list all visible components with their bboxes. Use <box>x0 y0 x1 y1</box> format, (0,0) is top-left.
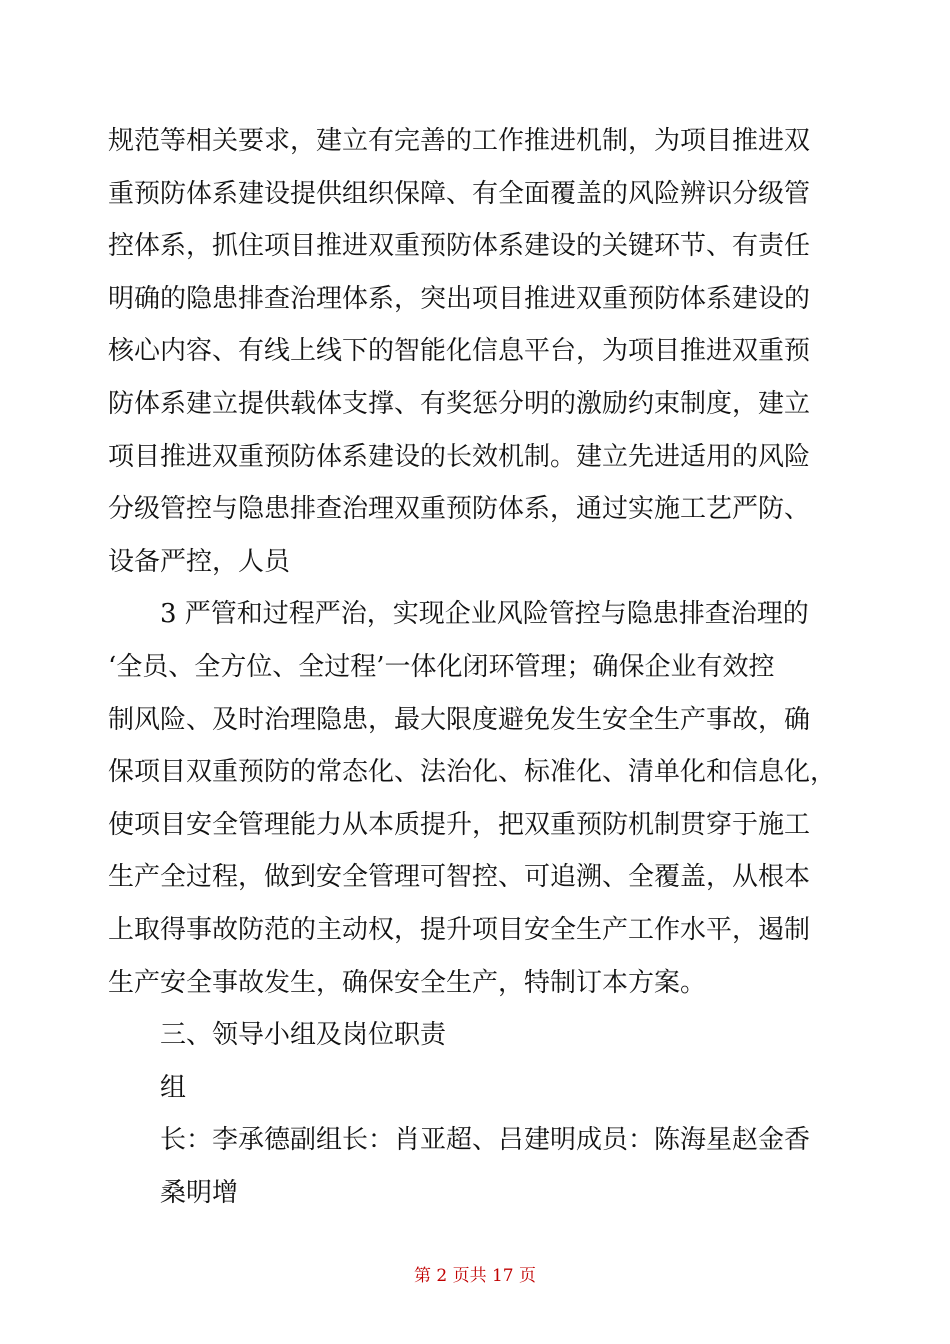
text-line: 保项目双重预防的常态化、法治化、标准化、清单化和信息化， <box>108 757 837 788</box>
text-line: 生产安全事故发生，确保安全生产，特制订本方案。 <box>108 967 707 998</box>
document-body <box>108 115 843 1219</box>
text-line: 使项目安全管理能力从本质提升，把双重预防机制贯穿于施工 <box>108 809 811 840</box>
text-line: 规范等相关要求，建立有完善的工作推进机制，为项目推进双 <box>108 126 811 156</box>
text-line: 防体系建立提供载体支撑、有奖惩分明的激励约束制度，建立 <box>108 388 811 419</box>
text-line: 项目推进双重预防体系建设的长效机制。建立先进适用的风险 <box>108 441 811 472</box>
text-line: 重预防体系建设提供组织保障、有全面覆盖的风险辨识分级管 <box>108 178 811 209</box>
text-line: 长：李承德副组长：肖亚超、吕建明成员：陈海星赵金香 <box>160 1125 811 1156</box>
text-line: 控体系，抓住项目推进双重预防体系建设的关键环节、有责任 <box>108 231 811 262</box>
text-line: ‘全员、全方位、全过程’一体化闭环管理；确保企业有效控 <box>108 651 775 682</box>
page-number-footer: 第 2 页共 17 页 <box>413 1266 537 1286</box>
text-line: 分级管控与隐患排查治理双重预防体系，通过实施工艺严防、 <box>108 494 811 525</box>
text-line: 3 严管和过程严治，实现企业风险管控与隐患排查治理的 <box>160 599 809 630</box>
text-line: 生产全过程，做到安全管理可智控、可追溯、全覆盖，从根本 <box>108 862 811 893</box>
text-line: 组 <box>160 1072 187 1103</box>
section-heading: 三、领导小组及岗位职责 <box>160 1020 447 1051</box>
text-line: 核心内容、有线上线下的智能化信息平台，为项目推进双重预 <box>108 336 811 367</box>
text-line: 明确的隐患排查治理体系，突出项目推进双重预防体系建设的 <box>108 283 811 314</box>
text-line: 制风险、及时治理隐患，最大限度避免发生安全生产事故，确 <box>108 704 811 735</box>
text-line: 桑明增 <box>160 1177 239 1208</box>
text-line: 设备严控，人员 <box>108 546 291 577</box>
paragraph-2 <box>108 588 843 1009</box>
text-line: 上取得事故防范的主动权，提升项目安全生产工作水平，遏制 <box>108 914 811 945</box>
paragraph-3 <box>108 1062 843 1220</box>
paragraph-1 <box>108 115 843 588</box>
